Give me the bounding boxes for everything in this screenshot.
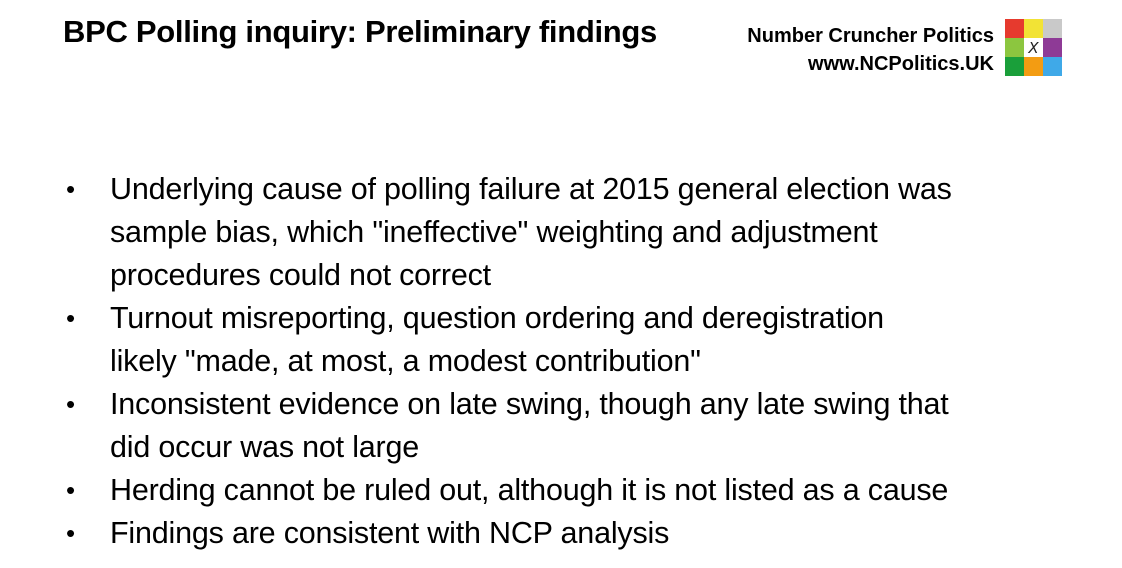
bullet-icon: • — [66, 174, 75, 204]
bullet-icon: • — [66, 389, 75, 419]
slide-title: BPC Polling inquiry: Preliminary findings — [63, 14, 657, 49]
logo-cell — [1024, 19, 1043, 38]
logo-cell — [1005, 38, 1024, 57]
bullet-text-line: did occur was not large — [110, 430, 420, 464]
logo-cell — [1005, 19, 1024, 38]
bullet-text-line: Inconsistent evidence on late swing, though any late swing that — [110, 387, 949, 421]
logo-cell — [1043, 38, 1062, 57]
bullet-text-line: Turnout misreporting, question ordering and deregistration — [110, 301, 884, 335]
bullet-text-line: Underlying cause of polling failure at 2015 general election was — [110, 172, 952, 206]
bullet-text-line: sample bias, which "ineffective" weighting and adjustment — [110, 215, 878, 249]
bullet-icon: • — [66, 518, 75, 548]
ncp-logo-icon — [1005, 19, 1062, 76]
list-item — [62, 297, 1062, 383]
list-item — [62, 512, 1062, 555]
list-item — [62, 383, 1062, 469]
bullet-icon: • — [66, 475, 75, 505]
bullet-text-line: procedures could not correct — [110, 258, 491, 292]
bullet-text-line: likely "made, at most, a modest contribution" — [110, 344, 701, 378]
brand-block — [747, 22, 994, 78]
logo-cell — [1024, 57, 1043, 76]
brand-name: Number Cruncher Politics — [747, 25, 994, 47]
list-item — [62, 469, 1062, 512]
findings-list — [62, 168, 1062, 555]
brand-url[interactable]: www.NCPolitics.UK — [808, 53, 994, 75]
bullet-text-line: Findings are consistent with NCP analysis — [110, 516, 670, 550]
bullet-text-line: Herding cannot be ruled out, although it is not listed as a cause — [110, 473, 949, 507]
logo-cross-mark: X — [1024, 38, 1043, 57]
list-item — [62, 168, 1062, 297]
logo-cell — [1005, 57, 1024, 76]
logo-cell — [1043, 19, 1062, 38]
bullet-icon: • — [66, 303, 75, 333]
logo-cell — [1043, 57, 1062, 76]
